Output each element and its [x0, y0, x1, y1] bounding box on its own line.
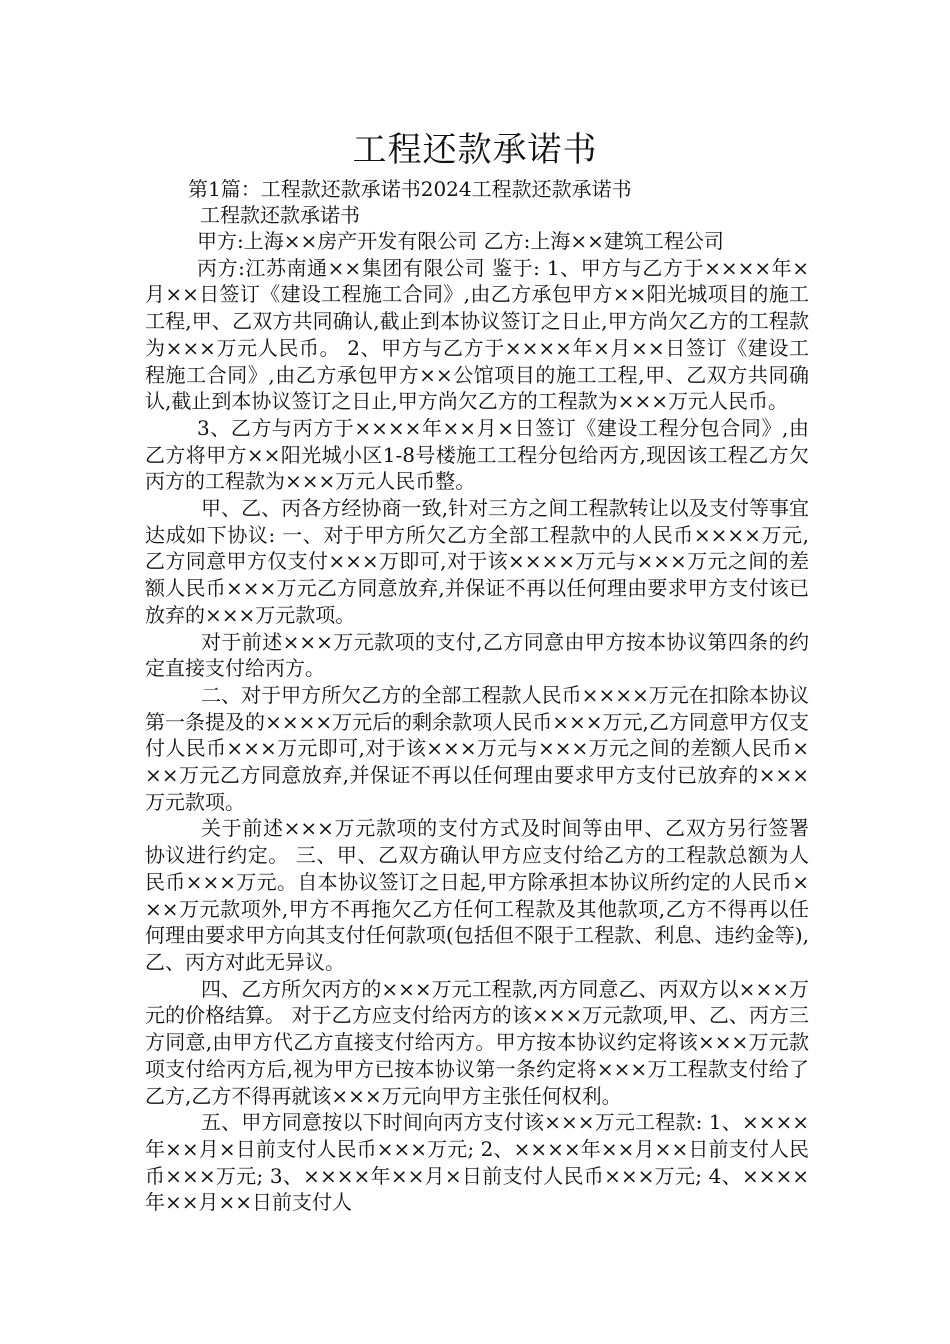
paragraph-clause-one-payment: 对于前述×××万元款项的支付,乙方同意由甲方按本协议第四条的约定直接支付给丙方。 — [145, 629, 809, 681]
paragraph-parties: 甲方:上海××房产开发有限公司 乙方:上海××建筑工程公司 — [197, 229, 724, 253]
document-title: 工程还款承诺书 — [352, 130, 598, 170]
paragraph-clause-three: 关于前述×××万元款项的支付方式及时间等由甲、乙双方另行签署协议进行约定。 三、甲、乙双方确认甲方应支付给乙方的工程款总额为人民币×××万元。自本协议签订之日起,甲方除承担本协议所约定的人民币×××万元款项外,甲方不再拖欠乙方任何工程款及其他款项,乙方不得再以任何理由要求甲方向其支付任何款项(包括但不限于工程款、利息、违约金等),乙、丙方对此无异议。 — [145, 816, 809, 974]
paragraph-recitals: 丙方:江苏南通××集团有限公司 鉴于: 1、甲方与乙方于××××年×月××日签订《建设工程施工合同》,由乙方承包甲方××阳光城项目的施工工程,甲、乙双方共同确认,截止到本协议签订之日止,甲方尚欠乙方的工程款为×××万元人民币。 2、甲方与乙方于××××年×月××日签订《建设工程施工合同》,由乙方承包甲方××公馆项目的施工工程,甲、乙双方共同确认,截止到本协议签订之日止,甲方尚欠乙方的工程款为×××万元人民币。 — [145, 255, 809, 414]
document-subtitle: 第1篇：工程款还款承诺书2024工程款还款承诺书 — [188, 177, 632, 201]
paragraph-clause-five: 五、甲方同意按以下时间向丙方支付该×××万元工程款: 1、××××年××月×日前支付人民币×××万元; 2、××××年××月××日前支付人民币×××万元; 3、××××年××月×日前支付人民币×××万元; 4、××××年××月××日前支付人 — [145, 1110, 809, 1215]
document-body — [145, 228, 809, 1216]
paragraph-clause-four: 四、乙方所欠丙方的×××万元工程款,丙方同意乙、丙双方以×××万元的价格结算。 对于乙方应支付给丙方的该×××万元款项,甲、乙、丙方三方同意,由甲方代乙方直接支付给丙方。甲方按本协议约定将该×××万元款项支付给丙方后,视为甲方已按本协议第一条约定将×××万工程款支付给了乙方,乙方不得再就该×××万元向甲方主张任何权利。 — [145, 976, 809, 1108]
paragraph-clause-one: 甲、乙、丙各方经协商一致,针对三方之间工程款转让以及支付等事宜达成如下协议: 一、对于甲方所欠乙方全部工程款中的人民币××××万元,乙方同意甲方仅支付×××万即可,对于该××××万元与×××万元之间的差额人民币×××万元乙方同意放弃,并保证不再以任何理由要求甲方支付该已放弃的×××万元款项。 — [145, 496, 809, 627]
paragraph-clause-two: 二、对于甲方所欠乙方的全部工程款人民币××××万元在扣除本协议第一条提及的××××万元后的剩余款项人民币×××万元,乙方同意甲方仅支付人民币×××万元即可,对于该×××万元与×××万元之间的差额人民币×××万元乙方同意放弃,并保证不再以任何理由要求甲方支付已放弃的×××万元款项。 — [145, 682, 809, 814]
paragraph-subcontract: 3、乙方与丙方于××××年××月×日签订《建设工程分包合同》,由乙方将甲方××阳光城小区1-8号楼施工工程分包给丙方,现因该工程乙方欠丙方的工程款为×××万元人民币整。 — [145, 415, 809, 494]
document-subhead: 工程款还款承诺书 — [200, 203, 360, 227]
